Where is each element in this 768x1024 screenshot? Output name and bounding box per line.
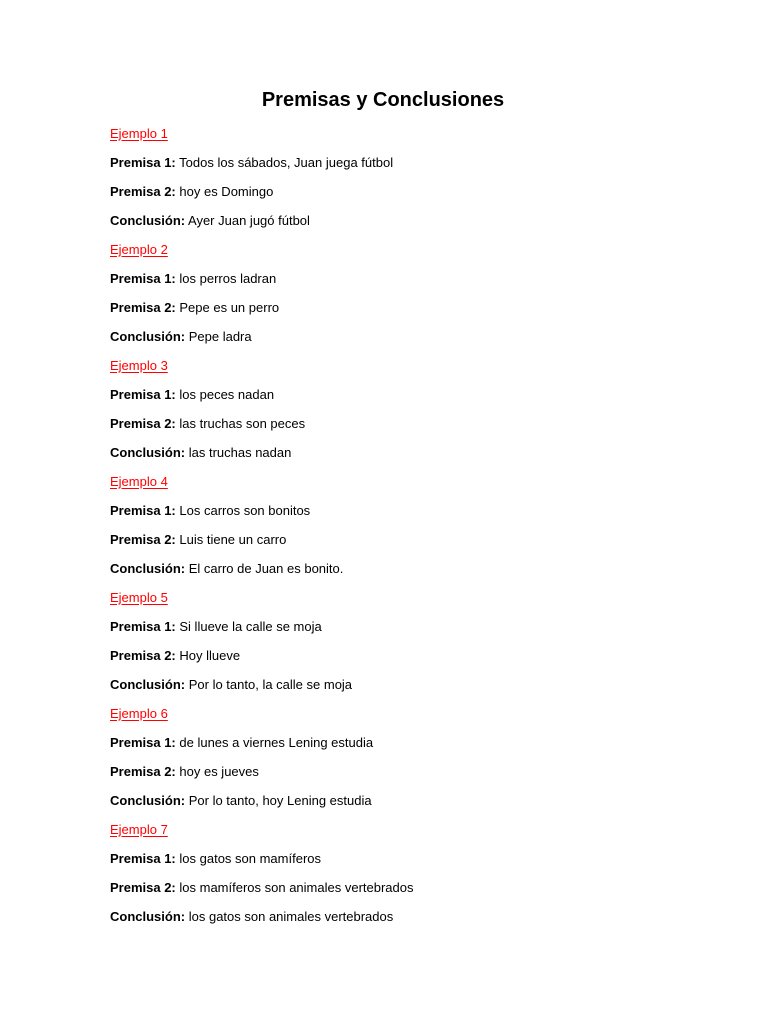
premise-1-text: los peces nadan (179, 387, 275, 402)
premise-2-line (110, 877, 414, 906)
premise-1-text: Si llueve la calle se moja (179, 619, 322, 634)
premise-2-label: Premisa 2: (110, 764, 176, 779)
premise-2-label: Premisa 2: (110, 416, 176, 431)
conclusion-line (110, 442, 414, 471)
premise-1-text: Los carros son bonitos (179, 503, 311, 518)
example-heading: Ejemplo 3 (110, 358, 168, 373)
premise-1-label: Premisa 1: (110, 619, 176, 634)
premise-1-label: Premisa 1: (110, 503, 176, 518)
premise-2-line (110, 529, 414, 558)
premise-1-label: Premisa 1: (110, 851, 176, 866)
example-heading: Ejemplo 4 (110, 474, 168, 489)
example-heading: Ejemplo 5 (110, 590, 168, 605)
example-heading: Ejemplo 7 (110, 822, 168, 837)
conclusion-text: Por lo tanto, hoy Lening estudia (188, 793, 372, 808)
premise-1-text: los gatos son mamíferos (179, 851, 322, 866)
premise-2-line (110, 645, 414, 674)
conclusion-line (110, 326, 414, 355)
conclusion-text: las truchas nadan (188, 445, 292, 460)
premise-1-line (110, 732, 414, 761)
premise-2-line (110, 181, 414, 210)
premise-2-text: Pepe es un perro (179, 300, 280, 315)
premise-2-line (110, 297, 414, 326)
premise-2-label: Premisa 2: (110, 880, 176, 895)
premise-1-line (110, 848, 414, 877)
premise-1-label: Premisa 1: (110, 387, 176, 402)
premise-2-text: hoy es jueves (179, 764, 259, 779)
conclusion-text: Ayer Juan jugó fútbol (188, 213, 310, 228)
conclusion-label: Conclusión: (110, 561, 186, 576)
premise-1-text: Todos los sábados, Juan juega fútbol (179, 155, 394, 170)
conclusion-text: El carro de Juan es bonito. (188, 561, 344, 576)
premise-2-label: Premisa 2: (110, 648, 176, 663)
conclusion-line (110, 558, 414, 587)
conclusion-label: Conclusión: (110, 793, 186, 808)
conclusion-label: Conclusión: (110, 213, 186, 228)
premise-2-line (110, 413, 414, 442)
page-title: Premisas y Conclusiones (261, 89, 505, 111)
example-1 (110, 123, 414, 239)
premise-2-text: los mamíferos son animales vertebrados (179, 880, 414, 895)
conclusion-text: Por lo tanto, la calle se moja (188, 677, 353, 692)
conclusion-line (110, 674, 414, 703)
example-2 (110, 239, 414, 355)
premise-2-text: Hoy llueve (179, 648, 241, 663)
example-heading: Ejemplo 6 (110, 706, 168, 721)
example-4 (110, 471, 414, 587)
premise-2-line (110, 761, 414, 790)
conclusion-line (110, 906, 414, 935)
example-heading: Ejemplo 1 (110, 126, 168, 141)
premise-2-label: Premisa 2: (110, 532, 176, 547)
example-7 (110, 819, 414, 935)
premise-1-label: Premisa 1: (110, 735, 176, 750)
premise-2-label: Premisa 2: (110, 300, 176, 315)
premise-2-label: Premisa 2: (110, 184, 176, 199)
conclusion-text: los gatos son animales vertebrados (188, 909, 394, 924)
premise-1-line (110, 152, 414, 181)
example-5 (110, 587, 414, 703)
premise-1-text: los perros ladran (179, 271, 277, 286)
premise-1-line (110, 384, 414, 413)
example-heading: Ejemplo 2 (110, 242, 168, 257)
conclusion-line (110, 790, 414, 819)
premise-2-text: Luis tiene un carro (179, 532, 287, 547)
premise-2-text: las truchas son peces (179, 416, 306, 431)
premise-2-text: hoy es Domingo (179, 184, 274, 199)
examples-list (110, 123, 414, 935)
example-6 (110, 703, 414, 819)
conclusion-line (110, 210, 414, 239)
conclusion-label: Conclusión: (110, 909, 186, 924)
premise-1-label: Premisa 1: (110, 155, 176, 170)
conclusion-label: Conclusión: (110, 445, 186, 460)
example-3 (110, 355, 414, 471)
conclusion-label: Conclusión: (110, 677, 186, 692)
conclusion-label: Conclusión: (110, 329, 186, 344)
conclusion-text: Pepe ladra (188, 329, 252, 344)
premise-1-line (110, 616, 414, 645)
premise-1-text: de lunes a viernes Lening estudia (179, 735, 374, 750)
premise-1-line (110, 500, 414, 529)
premise-1-line (110, 268, 414, 297)
premise-1-label: Premisa 1: (110, 271, 176, 286)
